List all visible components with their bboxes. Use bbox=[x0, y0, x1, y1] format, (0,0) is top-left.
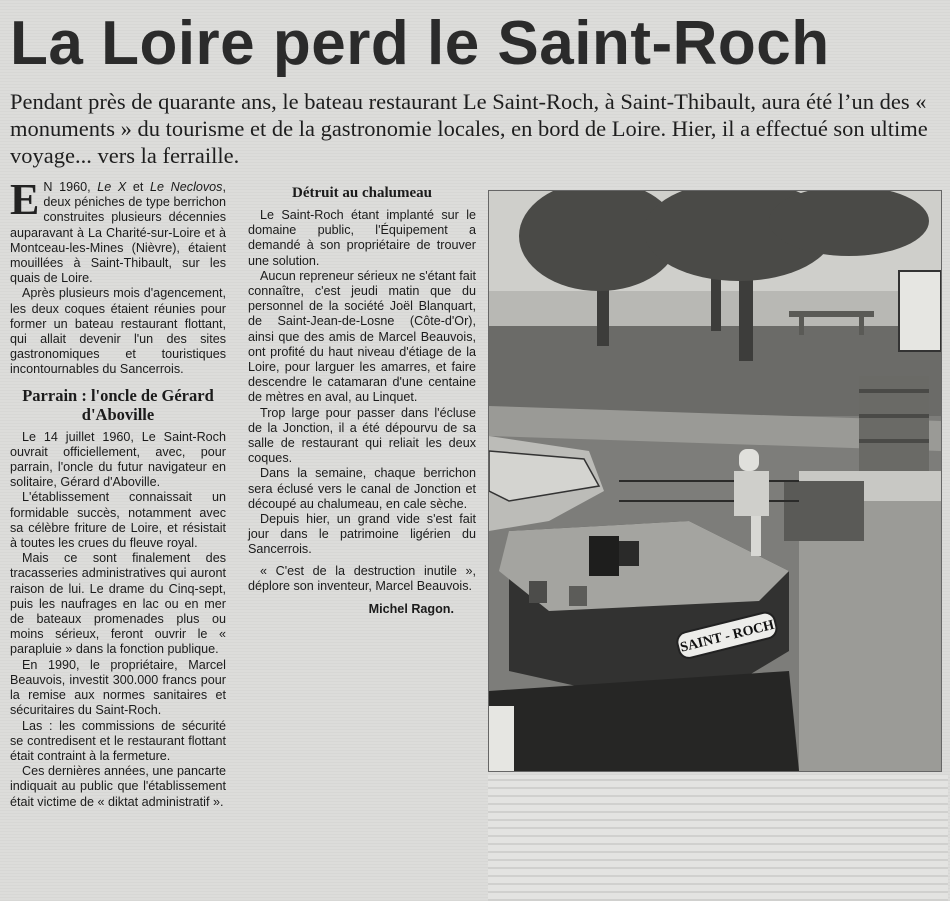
subheading: Détruit au chalumeau bbox=[292, 185, 432, 201]
paragraph: Après plusieurs mois d'agencement, les deux coques étaient réunies pour former un bateau restaurant flottant, qui allait devenir l'un des sites gastronomiques et touristiques incontournables du Sancerrois. bbox=[10, 286, 226, 377]
article-column-2 bbox=[248, 184, 476, 617]
paragraph: Depuis hier, un grand vide s'est fait jour dans le patrimoine ligérien du Sancerrois. bbox=[248, 512, 476, 557]
paragraph: L'établissement connaissait un formidable succès, notamment avec sa célèbre friture de Loire, et résistait à toutes les crues du fleuve royal. bbox=[10, 490, 226, 551]
paragraph: Trop large pour passer dans l'écluse de la Jonction, il a été dépourvu de sa salle de restaurant qui reliait les deux coques. bbox=[248, 405, 476, 466]
drop-cap: E bbox=[10, 175, 40, 224]
paragraph: Le 14 juillet 1960, Le Saint-Roch ouvrait officiellement, avec, pour parrain, l'oncle du futur navigateur en solitaire, Gérard d'Aboville. bbox=[10, 429, 226, 490]
article-column-1 bbox=[10, 175, 226, 810]
boat-in-lock-illustration bbox=[489, 191, 941, 771]
subheading: Parrain : l'oncle de Gérard d'Aboville bbox=[22, 385, 214, 424]
byline: Michel Ragon. bbox=[368, 602, 454, 617]
quote-paragraph: « C'est de la destruction inutile », déplore son inventeur, Marcel Beauvois. bbox=[248, 563, 476, 593]
paragraph: Aucun repreneur sérieux ne s'étant fait connaître, c'est jeudi matin que du personnel de la société Joël Blanquart, de Saint-Jean-de-Losne (Côte-d'Or), ainsi que des amis de Marcel Beauvois, ont profité du haut niveau d'étiage de la Loire, pour larguer les amarres, et faire descendre le catamaran d'une centaine de mètres en aval, au Linquet. bbox=[248, 268, 476, 405]
paragraph: Le Saint-Roch étant implanté sur le domaine public, l'Équipement a demandé à son propriétaire de trouver une solution. bbox=[248, 208, 476, 268]
paragraph: Dans la semaine, chaque berrichon sera éclusé vers le canal de Jonction et découpé au chalumeau, en cale sèche. bbox=[248, 466, 476, 511]
lede: Pendant près de quarante ans, le bateau restaurant Le Saint-Roch, à Saint-Thibault, aura été l’un des « monuments » du tourisme et de la gastronomie locales, en bord de Loire. Hier, il a effectué son ultime voyage... vers la ferraille. bbox=[10, 89, 928, 168]
headline: La Loire perd le Saint-Roch bbox=[10, 9, 830, 78]
paragraph: Las : les commissions de sécurité se contredisent et le restaurant flottant était contraint à la fermeture. bbox=[10, 718, 226, 763]
bleed-through-text-area bbox=[488, 775, 948, 901]
paragraph: Ces dernières années, une pancarte indiquait au public que l'établissement était victime de « diktat administratif ». bbox=[10, 764, 226, 809]
paragraph: E N 1960, Le X et Le Neclovos, deux péniches de type berrichon construites plusieurs décennies auparavant à La Charité-sur-Loire et à Montceau-les-Mines (Nièvre), étaient mouillées à Saint-Thibault, sur les quais de Loire. bbox=[10, 175, 226, 286]
paragraph: Mais ce sont finalement des tracasseries administratives qui auront raison de lui. Le drame du Cinq-sept, puis les naufrages en lac ou en mer de bateaux promenades plus ou moins sérieux, feront ouvrir le « parapluie » dans la fonction publique. bbox=[10, 551, 226, 657]
paragraph: En 1990, le propriétaire, Marcel Beauvois, investit 300.000 francs pour la remise aux normes sanitaires et sécuritaires du Saint-Roch. bbox=[10, 657, 226, 718]
news-photo bbox=[488, 190, 942, 772]
boat-name-label: SAINT - ROCH bbox=[678, 617, 776, 656]
